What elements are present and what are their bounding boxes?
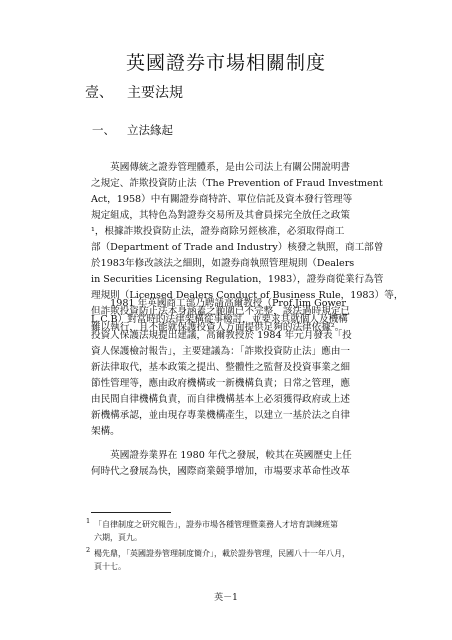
chapter-title: 主要法規 xyxy=(127,85,183,101)
paragraph-line: 之規定、詐欺投資防止法（The Prevention of Fraud Investment xyxy=(91,178,383,189)
paragraph-line: 節性管理等，應由政府機構或一新機構負責；日常之管理，應 xyxy=(91,378,351,389)
paragraph-line: ¹，根據詐欺投資防止法，證券商除另經核准，必須取得商工 xyxy=(91,226,345,237)
footnote-line: 六期，頁九。 xyxy=(94,533,142,542)
paragraph-line: 理規則（Licensed Dealers Conduct of Business Rule，1983）等， xyxy=(91,290,404,301)
paragraph-line: 何時代之發展為快，國際商業競爭增加，市場要求革命性改革 xyxy=(91,466,351,477)
paragraph-line: 規定組成，其特色為對證券交易所及其會員採完全放任之政策 xyxy=(91,210,351,221)
footnote-1 xyxy=(86,518,338,544)
footnote-line: 頁十七。 xyxy=(94,562,126,571)
paragraph-line: 1981 年英國商工部乃聘請高爾教授（Prof.Jim Gower xyxy=(91,298,347,309)
section-title: 立法緣起 xyxy=(127,123,173,137)
paragraph-line: 投資人保護法規提出建議，高爾教授於 1984 年元月發表「投 xyxy=(91,330,352,341)
paragraph-line: 新機構承認，並由現存專業機構產生，以建立一基於法之自律 xyxy=(91,410,351,421)
footnote-line: 「自律制度之研究報告」，證券市場各種管理暨業務人才培育訓練班第 xyxy=(94,520,338,529)
section-heading xyxy=(92,122,173,138)
paragraph-2 xyxy=(91,296,359,440)
paragraph-line: 英國傳統之證券管理體系，是由公司法上有關公開說明書 xyxy=(91,162,351,173)
paragraph-3 xyxy=(91,448,359,480)
chapter-heading xyxy=(85,82,183,102)
footnote-2 xyxy=(86,547,350,573)
footnote-line: 楊先鼎，「英國證券管理制度簡介」，載於證券管理，民國八十一年八月， xyxy=(94,549,350,558)
chapter-number: 壹、 xyxy=(85,85,113,101)
paragraph-line: 部（Department of Trade and Industry）核發之執照，商工部曾 xyxy=(91,242,384,253)
footnote-mark: 1 xyxy=(86,517,91,525)
footnote-separator xyxy=(91,512,171,513)
paragraph-line: 由民間自律機構負責，而自律機構基本上必須獲得政府或上述 xyxy=(91,394,351,405)
page-number: 英－1 xyxy=(214,593,238,603)
paragraph-line: 英國證券業界在 1980 年代之發展，較其在英國歷史上任 xyxy=(91,450,352,461)
paragraph-line: 難以執行，且不能就保護投資人方面提供足夠的法律依據²。 xyxy=(91,322,345,333)
paragraph-line: 於1983年修改該法之細則，如證券商執照管理規則（Dealers xyxy=(91,258,355,269)
section-number: 一、 xyxy=(92,123,115,137)
paragraph-line: Act，1958）中有關證券商特許、單位信託及資本發行管理等 xyxy=(91,194,353,205)
paragraph-line: in Securities Licensing Regulation，1983），證券商從業行為管 xyxy=(91,274,384,285)
paragraph-line: 新法律取代，基本政策之提出、整體性之監督及投資事業之細 xyxy=(91,362,351,373)
paragraph-line: 但詐欺投資防止法本身涵蓋之範圍已不完整，該法過時規定已 xyxy=(91,306,351,317)
footnote-mark: 2 xyxy=(86,546,91,554)
paragraph-line: 資人保護檢討報告」，主要建議為：「詐欺投資防止法」應由一 xyxy=(91,346,351,357)
document-title: 英國證券市場相關制度 xyxy=(125,52,326,74)
paragraph-line: 架構。 xyxy=(91,426,120,437)
paragraph-line: L.C.B）對當時的法律架構從事檢討，並要求其就個人及機構 xyxy=(91,314,348,325)
